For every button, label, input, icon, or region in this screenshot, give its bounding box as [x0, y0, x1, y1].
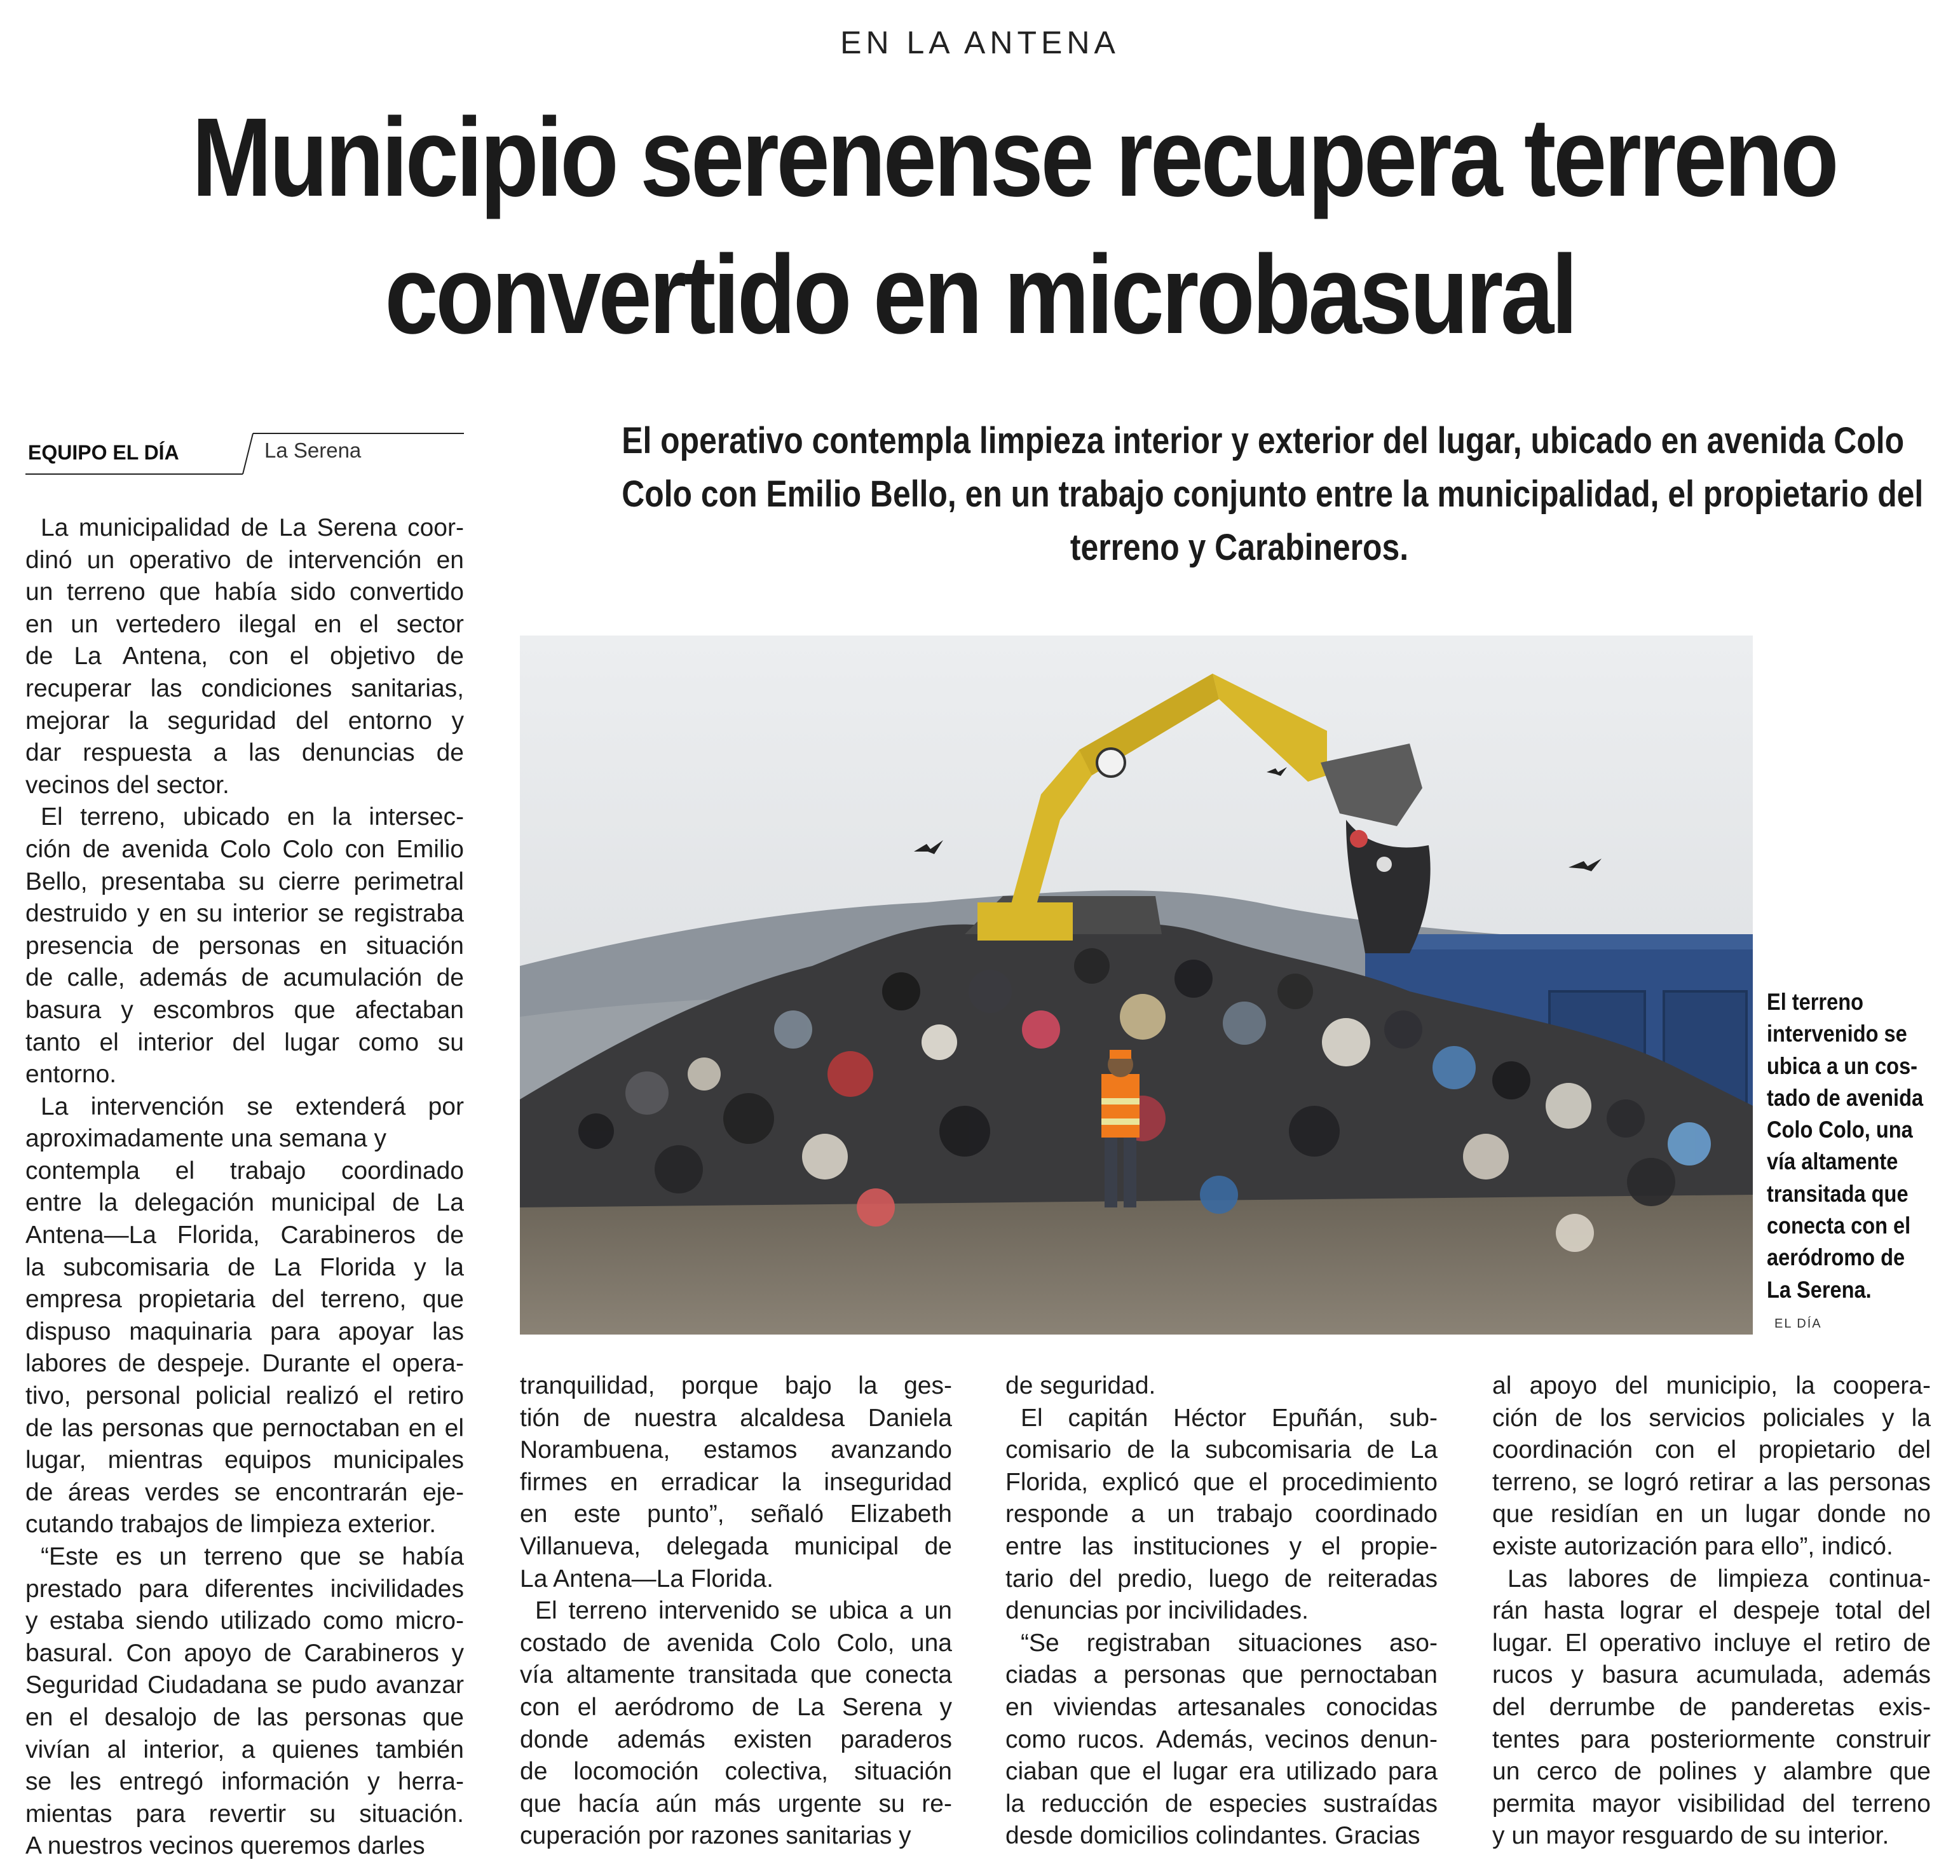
text-line: La Antena—La Florida.	[520, 1565, 773, 1593]
text-line: labores de despeje. Durante el opera-	[25, 1350, 464, 1378]
text-line: permita mayor visibilidad del terreno	[1492, 1790, 1931, 1818]
caption-line: La Serena.	[1767, 1276, 1872, 1303]
text-line: responde a un trabajo coordinado	[1005, 1500, 1438, 1528]
text-line: Bello, presentaba su cierre perimetral	[25, 867, 464, 895]
byline-author: EQUIPO EL DÍA	[28, 441, 179, 464]
text-line: lugar. El operativo incluye el retiro de	[1492, 1629, 1931, 1657]
caption-line: vía altamente	[1767, 1148, 1898, 1175]
text-line: mejorar la seguridad del entorno y	[25, 707, 464, 735]
caption-line: ubica a un cos-	[1767, 1052, 1918, 1079]
text-line: de seguridad.	[1005, 1372, 1156, 1399]
text-line: dispuso maquinaria para apoyar las	[25, 1317, 464, 1345]
text-line: la subcomisaria de La Florida y la	[25, 1253, 464, 1281]
deck-line: terreno y Carabineros.	[1070, 527, 1409, 568]
article-column-2	[520, 1370, 952, 1852]
text-line: que residían en un lugar donde no	[1492, 1500, 1931, 1528]
text-line: Las labores de limpieza continua-	[1507, 1565, 1931, 1593]
text-line: en un vertedero ilegal en el sector	[25, 610, 464, 638]
caption-line: El terreno	[1767, 989, 1863, 1015]
text-line: denuncias por incivilidades.	[1005, 1597, 1309, 1625]
text-line: de áreas verdes se encontrarán eje-	[25, 1478, 464, 1506]
text-line: basural. Con apoyo de Carabineros y	[25, 1639, 464, 1667]
byline-place: La Serena	[264, 438, 362, 462]
deck-line: El operativo contempla limpieza interior y exterior del lugar, ubicado en avenida Colo	[622, 420, 1905, 461]
text-line: y estaba siendo utilizado como micro-	[25, 1607, 464, 1635]
text-line: rán hasta lograr el despeje total del	[1492, 1597, 1931, 1625]
text-line: cuperación por razones sanitarias y	[520, 1822, 911, 1850]
text-line: tario del predio, luego de reiteradas	[1005, 1565, 1438, 1593]
text-line: Florida, explicó que el procedimiento	[1005, 1468, 1438, 1496]
text-line: Antena—La Florida, Carabineros de	[25, 1221, 464, 1249]
text-line: empresa propietaria del terreno, que	[25, 1286, 464, 1314]
headline-line-1: Municipio serenense recupera terreno	[191, 95, 1837, 220]
text-line: El terreno, ubicado en la intersec-	[41, 803, 464, 831]
caption-line: conecta con el	[1767, 1213, 1911, 1239]
text-line: basura y escombros que afectaban	[25, 996, 464, 1024]
text-line: entorno.	[25, 1061, 117, 1089]
text-line: La municipalidad de La Serena coor-	[41, 514, 464, 541]
text-line: vía altamente transitada que conecta	[520, 1661, 952, 1689]
text-line: y un mayor resguardo de su interior.	[1492, 1822, 1889, 1850]
text-line: El terreno intervenido se ubica a un	[535, 1597, 952, 1625]
text-line: existe autorización para ello”, indicó.	[1492, 1532, 1893, 1560]
text-line: cutando trabajos de limpieza exterior.	[25, 1511, 437, 1539]
text-line: vivían al interior, a quienes también	[25, 1736, 464, 1764]
caption-line: tado de avenida	[1767, 1084, 1924, 1111]
text-line: de La Antena, con el objetivo de	[25, 642, 464, 670]
byline	[25, 425, 464, 478]
text-line: ción de los servicios policiales y la	[1492, 1404, 1931, 1432]
text-line: destruido y en su interior se registraba	[25, 900, 464, 928]
photo-caption	[1767, 986, 1929, 1306]
text-line: en el desalojo de las personas que	[25, 1703, 464, 1731]
text-line: aproximadamente una semana y	[25, 1125, 386, 1153]
text-line: firmes en erradicar la inseguridad	[520, 1468, 952, 1496]
photo-credit: EL DÍA	[1774, 1317, 1822, 1331]
text-line: del derrumbe de panderetas exis-	[1492, 1693, 1931, 1721]
text-line: tentes para posteriormente construir	[1492, 1725, 1931, 1753]
text-line: de locomoción colectiva, situación	[520, 1758, 952, 1786]
text-line: comisario de la subcomisaria de La	[1005, 1436, 1438, 1464]
text-line: ciadas a personas que pernoctaban	[1005, 1661, 1438, 1689]
caption-line: transitada que	[1767, 1180, 1909, 1207]
text-line: de las personas que pernoctaban en el	[25, 1414, 464, 1442]
text-line: tión de nuestra alcaldesa Daniela	[520, 1404, 952, 1432]
text-line: terreno, se logró retirar a las personas	[1492, 1468, 1931, 1496]
text-line: “Este es un terreno que se había	[41, 1543, 464, 1570]
text-line: entre las instituciones y el propie-	[1005, 1532, 1438, 1560]
text-line: contempla el trabajo coordinado	[25, 1157, 464, 1185]
text-line: se les entregó información y herra-	[25, 1768, 464, 1796]
text-line: al apoyo del municipio, la coopera-	[1492, 1372, 1931, 1399]
text-line: tivo, personal policial realizó el retiro	[25, 1382, 464, 1410]
text-line: prestado para diferentes incivilidades	[25, 1575, 464, 1603]
excavator-landfill-photo	[520, 636, 1753, 1335]
text-line: Villanueva, delegada municipal de	[520, 1532, 952, 1560]
text-line: mientas para revertir su situación.	[25, 1800, 464, 1828]
article-column-1	[25, 512, 464, 1863]
article-column-3	[1005, 1370, 1438, 1852]
text-line: coordinación con el propietario del	[1492, 1436, 1931, 1464]
text-line: con el aeródromo de La Serena y	[520, 1693, 952, 1721]
text-line: recuperar las condiciones sanitarias,	[25, 674, 464, 702]
text-line: Norambuena, estamos avanzando	[520, 1436, 952, 1464]
text-line: La intervención se extenderá por	[41, 1092, 464, 1120]
text-line: El capitán Héctor Epuñán, sub-	[1021, 1404, 1438, 1432]
text-line: “Se registraban situaciones aso-	[1021, 1629, 1438, 1657]
text-line: la reducción de especies sustraídas	[1005, 1790, 1438, 1818]
section-label: EN LA ANTENA	[840, 25, 1120, 60]
text-line: Seguridad Ciudadana se pudo avanzar	[25, 1671, 464, 1699]
text-line: un terreno que había sido convertido	[25, 578, 464, 606]
caption-line: intervenido se	[1767, 1021, 1907, 1047]
text-line: costado de avenida Colo Colo, una	[520, 1629, 952, 1657]
text-line: tanto el interior del lugar como su	[25, 1028, 464, 1056]
text-line: A nuestros vecinos queremos darles	[25, 1832, 425, 1860]
text-line: tranquilidad, porque bajo la ges-	[520, 1372, 952, 1399]
text-line: entre la delegación municipal de La	[25, 1189, 464, 1217]
caption-line: aeródromo de	[1767, 1244, 1905, 1271]
article-column-4	[1492, 1370, 1931, 1852]
text-line: un cerco de polines y alambre que	[1492, 1758, 1931, 1786]
text-line: que hacía aún más urgente su re-	[520, 1790, 952, 1818]
text-line: dinó un operativo de intervención en	[25, 546, 464, 574]
text-line: rucos y basura acumulada, además	[1492, 1661, 1931, 1689]
headline-line-2: convertido en microbasural	[385, 233, 1575, 357]
text-line: vecinos del sector.	[25, 771, 229, 799]
caption-line: Colo Colo, una	[1767, 1117, 1913, 1143]
text-line: presencia de personas en situación	[25, 932, 464, 960]
text-line: lugar, mientras equipos municipales	[25, 1446, 464, 1474]
headline	[191, 89, 1837, 364]
text-line: como rucos. Además, vecinos denun-	[1005, 1725, 1438, 1753]
deck-line: Colo con Emilio Bello, en un trabajo conjunto entre la municipalidad, el propietario del	[622, 473, 1924, 515]
text-line: donde además existen paraderos	[520, 1725, 952, 1753]
text-line: ciaban que el lugar era utilizado para	[1005, 1758, 1438, 1786]
text-line: desde domicilios colindantes. Gracias	[1005, 1822, 1420, 1850]
deck	[622, 414, 1924, 574]
text-line: dar respuesta a las denuncias de	[25, 739, 464, 767]
text-line: en este punto”, señaló Elizabeth	[520, 1500, 952, 1528]
text-line: ción de avenida Colo Colo con Emilio	[25, 835, 464, 863]
text-line: en viviendas artesanales conocidas	[1005, 1693, 1438, 1721]
text-line: de calle, además de acumulación de	[25, 964, 464, 992]
